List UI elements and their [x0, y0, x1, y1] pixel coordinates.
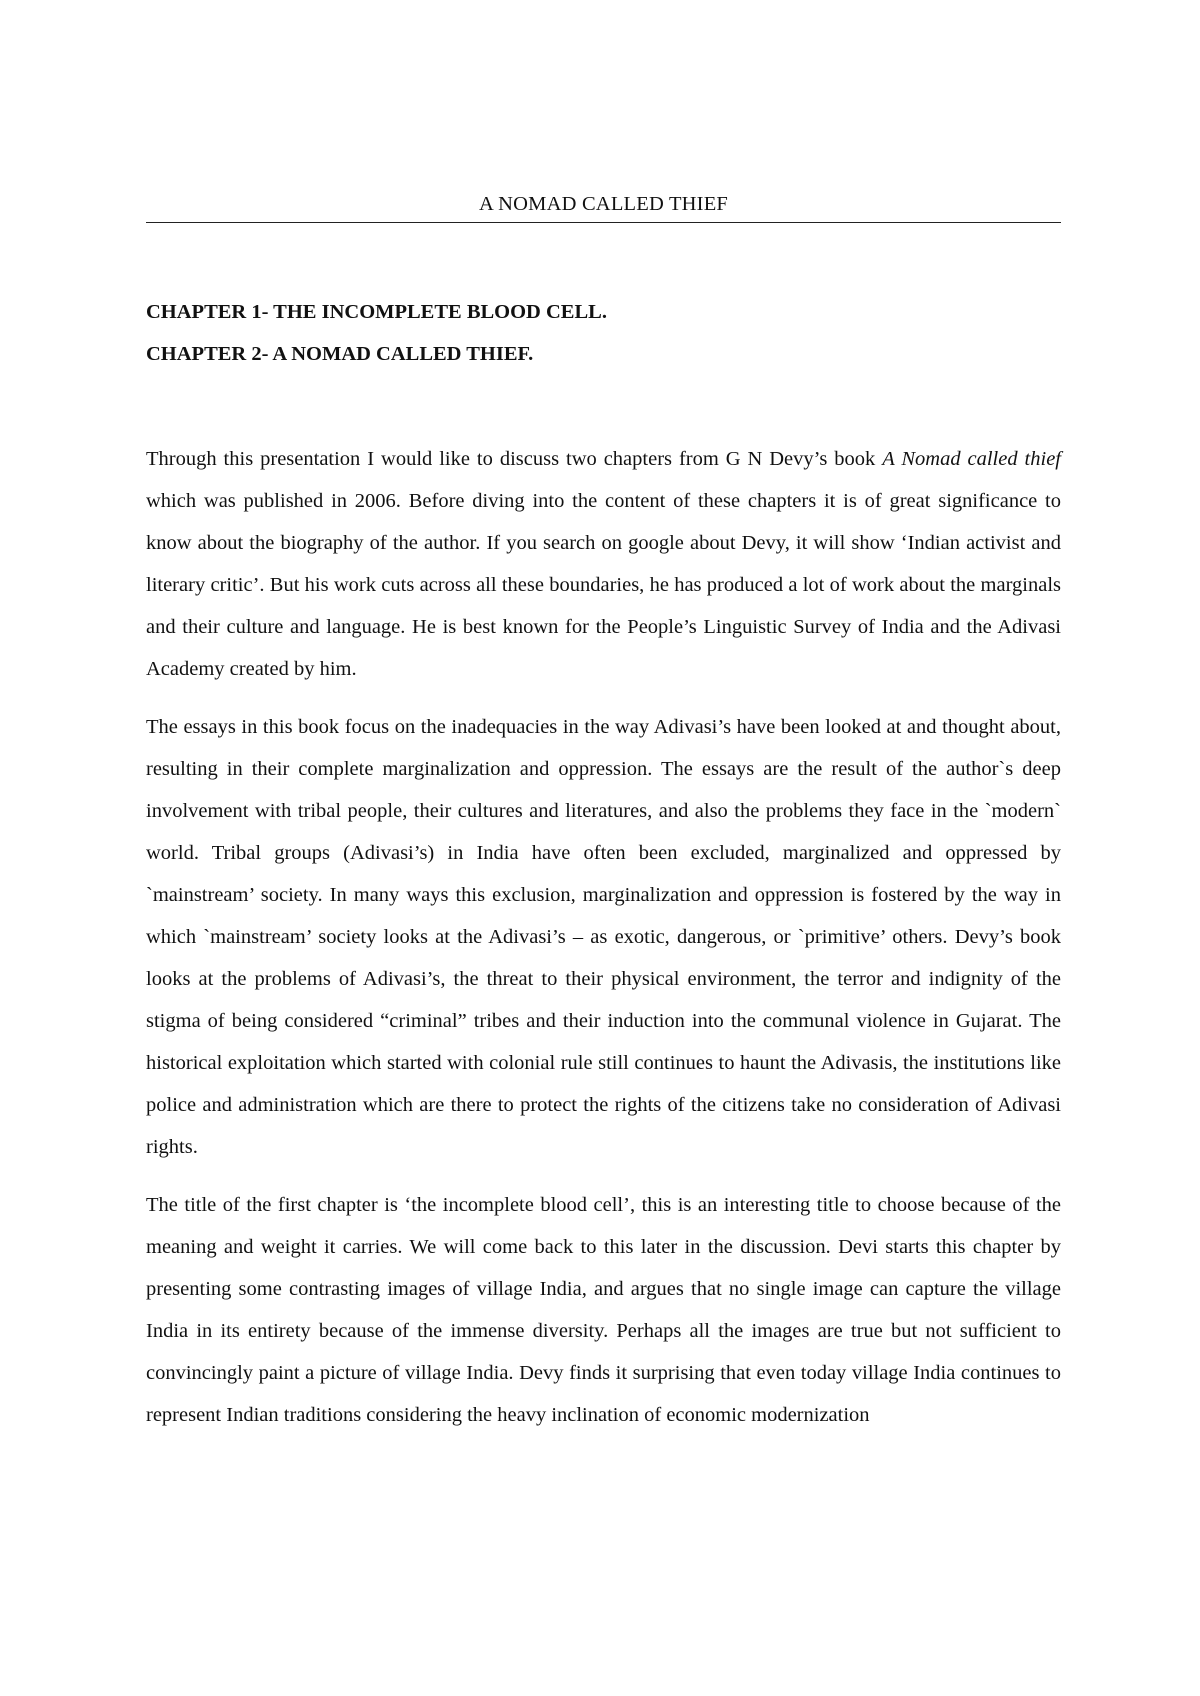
body-text: [146, 438, 1061, 1452]
paragraph-1-text-after: which was published in 2006. Before diving into the content of these chapters it is of great significance to know about the biography of the author. If you search on google about Devy, it will show ‘Indian activist and literary critic’. But his work cuts across all these boundaries, he has produced a lot of work about the marginals and their culture and language. He is best known for the People’s Linguistic Survey of India and the Adivasi Academy created by him.: [146, 490, 1061, 680]
paragraph-3: The title of the first chapter is ‘the incomplete blood cell’, this is an interesting title to choose because of the meaning and weight it carries. We will come back to this later in the discussion. Devi starts this chapter by presenting some contrasting images of village India, and argues that no single image can capture the village India in its entirety because of the immense diversity. Perhaps all the images are true but not sufficient to convincingly paint a picture of village India. Devy finds it surprising that even today village India continues to represent Indian traditions considering the heavy inclination of economic modernization: [146, 1194, 1061, 1426]
paragraph-1: [146, 438, 1061, 690]
chapter-list: [146, 291, 1061, 375]
book-title-italic: A Nomad called thief: [882, 448, 1061, 470]
chapter-heading-2: CHAPTER 2- A NOMAD CALLED THIEF.: [146, 343, 534, 365]
document-title: A NOMAD CALLED THIEF: [478, 193, 729, 215]
paragraph-2: The essays in this book focus on the inadequacies in the way Adivasi’s have been looked at and thought about, resulting in their complete marginalization and oppression. The essays are the result of the author`s deep involvement with tribal people, their cultures and literatures, and also the problems they face in the `modern` world. Tribal groups (Adivasi’s) in India have often been excluded, marginalized and oppressed by `mainstream’ society. In many ways this exclusion, marginalization and oppression is fostered by the way in which `mainstream’ society looks at the Adivasi’s – as exotic, dangerous, or `primitive’ others. Devy’s book looks at the problems of Adivasi’s, the threat to their physical environment, the terror and indignity of the stigma of being considered “criminal” tribes and their induction into the communal violence in Gujarat. The historical exploitation which started with colonial rule still continues to haunt the Adivasis, the institutions like police and administration which are there to protect the rights of the citizens take no consideration of Adivasi rights.: [146, 716, 1061, 1158]
chapter-heading-1: CHAPTER 1- THE INCOMPLETE BLOOD CELL.: [146, 301, 607, 323]
title-block: [146, 193, 1061, 223]
paragraph-1-text-before: Through this presentation I would like to discuss two chapters from G N Devy’s book: [146, 448, 883, 470]
